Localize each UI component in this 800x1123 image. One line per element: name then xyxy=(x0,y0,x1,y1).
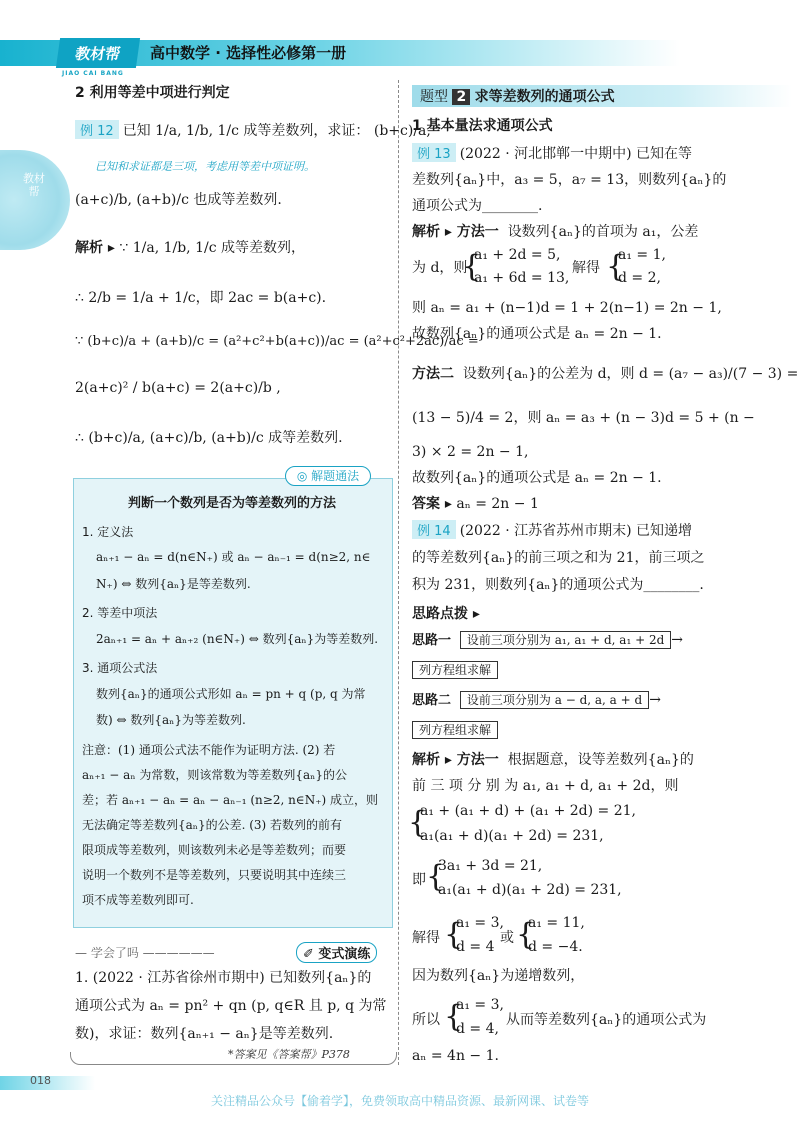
note-line-1: 注意：(1) 通项公式法不能作为证明方法. (2) 若 xyxy=(82,743,336,757)
note-line-3: 差；若 aₙ₊₁ − aₙ = aₙ − aₙ₋₁ (n≥2, n∈N₊) 成立，则 xyxy=(82,793,379,807)
solution-13-line-4: 则 aₙ = a₁ + (n−1)d = 1 + 2(n−1) = 2n − 1, xyxy=(412,300,722,316)
page-number: 018 xyxy=(30,1074,51,1087)
solution-14-r3a: a₁ = 3, xyxy=(456,997,504,1013)
brace-left: { xyxy=(444,999,464,1034)
brace-left: { xyxy=(516,917,536,952)
method-2-line-3: 3) × 2 = 2n − 1, xyxy=(412,444,529,460)
solution-13-line-5: 故数列{aₙ}的通项公式是 aₙ = 2n − 1. xyxy=(412,326,662,342)
solution-14-system-a: a₁ + (a₁ + d) + (a₁ + 2d) = 21, xyxy=(420,803,636,819)
method-3-heading: 3. 通项公式法 xyxy=(82,661,158,675)
solution-14-r1a: a₁ = 3, xyxy=(456,915,504,931)
note-line-5: 限项成等差数列，则该数列未必是等差数列；而要 xyxy=(82,843,347,857)
brace-left: { xyxy=(444,917,464,952)
example-13-tag: 例 13 xyxy=(412,143,456,162)
solution-14-r2a: a₁ = 11, xyxy=(528,915,585,931)
section-heading-left: 2 利用等差中项进行判定 xyxy=(75,85,230,101)
solution-14-system2-b: a₁(a₁ + d)(a₁ + 2d) = 231, xyxy=(438,882,622,898)
example-14-tag: 例 14 xyxy=(412,520,456,539)
brand-logo-sub: JIAO CAI BANG xyxy=(62,70,124,77)
method-1-heading: 1. 定义法 xyxy=(82,525,134,539)
method-2-line-4: 故数列{aₙ}的通项公式是 aₙ = 2n − 1. xyxy=(412,470,662,486)
practice-line-2: 通项公式为 aₙ = pn² + qn (p, q∈R 且 p, q 为常 xyxy=(75,998,387,1014)
brand-logo: 教材帮 xyxy=(56,38,140,68)
handwritten-note: 已知和求证都是三项，考虑用等差中项证明。 xyxy=(95,160,315,173)
example-14-line-2: 的等差数列{aₙ}的前三项之和为 21，前三项之 xyxy=(412,550,705,566)
book-title: 高中数学 · 选择性必修第一册 xyxy=(150,44,347,62)
method-2-line-1: 方法二 设数列{aₙ}的公差为 d，则 d = (a₇ − a₃)/(7 − 3) = xyxy=(412,366,799,382)
example-14-line-1: 例 14 (2022 · 江苏省苏州市期末) 已知递增 xyxy=(412,520,692,541)
solution-14-line-2: 前 三 项 分 别 为 a₁, a₁ + d, a₁ + 2d，则 xyxy=(412,778,679,794)
solution-13-system-prefix: 为 d，则 xyxy=(412,260,468,276)
solution-12-line-4: 2(a+c)² / b(a+c) = 2(a+c)/b , xyxy=(75,380,281,396)
method-1-line-a: aₙ₊₁ − aₙ = d(n∈N₊) 或 aₙ − aₙ₋₁ = d(n≥2, n∈ xyxy=(96,550,371,564)
side-tab xyxy=(0,150,70,250)
brace-left: { xyxy=(426,859,446,894)
brace-left: { xyxy=(408,805,428,840)
example-12-line-2: (a+c)/b, (a+b)/c 也成等差数列. xyxy=(75,192,282,208)
practice-line-3: 数)，求证：数列{aₙ₊₁ − aₙ}是等差数列. xyxy=(75,1026,334,1042)
practice-tag: ✐ 变式演练 xyxy=(296,942,377,963)
solution-13-line-1: 解析 ▸ 方法一 设数列{aₙ}的首项为 a₁，公差 xyxy=(412,224,699,240)
solution-14-so: 所以 xyxy=(412,1012,440,1028)
example-12-line-1: 例 12 已知 1/a, 1/b, 1/c 成等差数列，求证： (b+c)/a, xyxy=(75,120,431,141)
solution-13-solve: 解得 xyxy=(572,260,600,276)
practice-divider-label: — 学会了吗 —————— xyxy=(75,946,215,960)
solution-14-final: aₙ = 4n − 1. xyxy=(412,1048,499,1064)
idea-2: 思路二 设前三项分别为 a − d, a, a + d → xyxy=(412,692,661,708)
method-3-line-a: 数列{aₙ}的通项公式形如 aₙ = pn + q (p, q 为常 xyxy=(96,687,366,701)
method-2-line-a: 2aₙ₊₁ = aₙ + aₙ₊₂ (n∈N₊) ⇔ 数列{aₙ}为等差数列. xyxy=(96,632,379,646)
solution-14-so-tail: 从而等差数列{aₙ}的通项公式为 xyxy=(506,1012,707,1028)
method-summary-title: 判断一个数列是否为等差数列的方法 xyxy=(127,496,336,511)
method-2-heading: 2. 等差中项法 xyxy=(82,606,158,620)
side-tab-label: 教材帮 xyxy=(23,172,45,198)
solution-14-line-5: 因为数列{aₙ}为递增数列， xyxy=(412,968,585,984)
note-line-6: 说明一个数列不是等差数列，只要说明其中连续三 xyxy=(82,868,347,882)
solution-13-system-a: a₁ + 2d = 5, xyxy=(474,247,561,263)
solution-14-r1b: d = 4 xyxy=(456,939,495,955)
type-number: 2 xyxy=(452,89,470,105)
solution-13-system-b: a₁ + 6d = 13, xyxy=(474,270,570,286)
solution-14-r2b: d = −4. xyxy=(528,939,583,955)
solution-12-line-1: 解析 ▸ ∵ 1/a, 1/b, 1/c 成等差数列， xyxy=(75,240,305,256)
answer-13: 答案 ▸ aₙ = 2n − 1 xyxy=(412,496,539,512)
solution-12-line-2: ∴ 2/b = 1/a + 1/c，即 2ac = b(a+c). xyxy=(75,290,327,306)
solution-14-system2-a: 3a₁ + 3d = 21, xyxy=(438,858,543,874)
solution-13-result-a: a₁ = 1, xyxy=(618,247,666,263)
example-13-line-2: 差数列{aₙ}中，a₃ = 5，a₇ = 13，则数列{aₙ}的 xyxy=(412,172,727,188)
idea-heading: 思路点拨 ▸ xyxy=(412,606,480,622)
solution-14-solve: 解得 xyxy=(412,930,440,946)
method-2-line-2: (13 − 5)/4 = 2，则 aₙ = a₃ + (n − 3)d = 5 + (n − xyxy=(412,410,755,426)
footer-promo: 关注精品公众号【偷着学】，免费领取高中精品资源、最新网课、试卷等 xyxy=(210,1094,589,1108)
example-14-line-3: 积为 231，则数列{aₙ}的通项公式为________. xyxy=(412,577,704,593)
practice-line-1: 1. (2022 · 江苏省徐州市期中) 已知数列{aₙ}的 xyxy=(75,970,372,986)
type-heading: 题型 2 求等差数列的通项公式 xyxy=(420,89,615,105)
method-summary-tag: ◎ 解题通法 xyxy=(285,466,371,486)
note-line-7: 项不成等差数列即可. xyxy=(82,893,194,907)
answer-reference: *答案见《答案帮》P378 xyxy=(228,1048,350,1061)
idea-1: 思路一 设前三项分别为 a₁, a₁ + d, a₁ + 2d → xyxy=(412,632,683,648)
brace-left: { xyxy=(606,249,626,284)
solution-13-result-b: d = 2, xyxy=(618,270,661,286)
idea-1-step xyxy=(412,660,498,680)
solution-14-system-b: a₁(a₁ + d)(a₁ + 2d) = 231, xyxy=(420,828,604,844)
column-divider xyxy=(398,80,399,1065)
idea-2-step xyxy=(412,720,498,740)
note-line-2: aₙ₊₁ − aₙ 为常数，则该常数为等差数列{aₙ}的公 xyxy=(82,768,347,782)
idea-1-box: 设前三项分别为 a₁, a₁ + d, a₁ + 2d xyxy=(460,631,671,649)
example-13-line-1: 例 13 (2022 · 河北邯郸一中期中) 已知在等 xyxy=(412,143,692,164)
solution-12-line-5: ∴ (b+c)/a, (a+c)/b, (a+b)/c 成等差数列. xyxy=(75,430,343,446)
section-heading-right: 1 基本量法求通项公式 xyxy=(412,118,553,134)
practice-frame xyxy=(70,1052,397,1065)
note-line-4: 无法确定等差数列{aₙ}的公差. (3) 若数列的前有 xyxy=(82,818,343,832)
solution-14-line-1: 解析 ▸ 方法一 根据题意，设等差数列{aₙ}的 xyxy=(412,752,694,768)
method-3-line-b: 数) ⇔ 数列{aₙ}为等差数列. xyxy=(96,713,246,727)
idea-2-box: 设前三项分别为 a − d, a, a + d xyxy=(460,691,649,709)
idea-2-step-box: 列方程组求解 xyxy=(412,721,498,739)
solution-12-line-3: ∵ (b+c)/a + (a+b)/c = (a²+c²+b(a+c))/ac = (a²+c²+2ac)/ac = xyxy=(75,334,479,349)
solution-14-r3b: d = 4, xyxy=(456,1021,499,1037)
solution-14-ji: 即 xyxy=(412,872,426,888)
solution-14-or: 或 xyxy=(500,930,514,946)
idea-1-step-box: 列方程组求解 xyxy=(412,661,498,679)
example-12-tag: 例 12 xyxy=(75,120,119,139)
brace-left: { xyxy=(462,249,482,284)
example-13-line-3: 通项公式为________. xyxy=(412,198,543,214)
method-1-line-b: N₊) ⇔ 数列{aₙ}是等差数列. xyxy=(96,577,251,591)
